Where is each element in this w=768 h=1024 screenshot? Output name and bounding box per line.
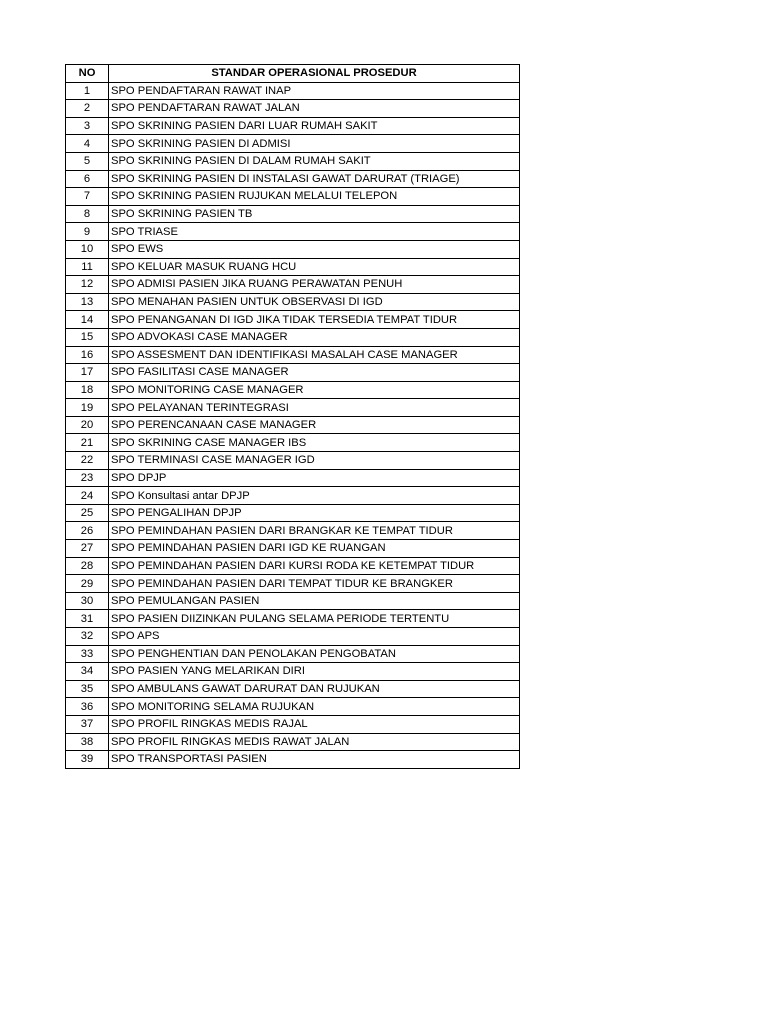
row-number: 25: [66, 504, 109, 522]
table-row: [66, 223, 520, 241]
procedure-name: SPO PASIEN YANG MELARIKAN DIRI: [109, 663, 520, 681]
procedure-name: SPO TRIASE: [109, 223, 520, 241]
table-row: [66, 557, 520, 575]
table-row: [66, 328, 520, 346]
row-number: 36: [66, 698, 109, 716]
row-number: 19: [66, 399, 109, 417]
row-number: 32: [66, 628, 109, 646]
procedure-name: SPO PEMINDAHAN PASIEN DARI TEMPAT TIDUR KE BRANGKER: [109, 575, 520, 593]
procedure-name: SPO PELAYANAN TERINTEGRASI: [109, 399, 520, 417]
row-number: 13: [66, 293, 109, 311]
table-row: [66, 381, 520, 399]
row-number: 33: [66, 645, 109, 663]
procedure-name: SPO SKRINING CASE MANAGER IBS: [109, 434, 520, 452]
table-row: [66, 82, 520, 100]
table-row: [66, 416, 520, 434]
row-number: 12: [66, 276, 109, 294]
row-number: 15: [66, 328, 109, 346]
row-number: 17: [66, 364, 109, 382]
row-number: 29: [66, 575, 109, 593]
procedure-name: SPO PASIEN DIIZINKAN PULANG SELAMA PERIODE TERTENTU: [109, 610, 520, 628]
procedure-name: SPO PEMINDAHAN PASIEN DARI KURSI RODA KE KETEMPAT TIDUR: [109, 557, 520, 575]
row-number: 21: [66, 434, 109, 452]
header-no: NO: [66, 65, 109, 83]
procedure-name: SPO APS: [109, 628, 520, 646]
procedure-name: SPO ADMISI PASIEN JIKA RUANG PERAWATAN PENUH: [109, 276, 520, 294]
table-row: [66, 276, 520, 294]
procedure-name: SPO PENGALIHAN DPJP: [109, 504, 520, 522]
table-row: [66, 434, 520, 452]
table-row: [66, 364, 520, 382]
table-row: [66, 645, 520, 663]
row-number: 23: [66, 469, 109, 487]
procedure-name: SPO PERENCANAAN CASE MANAGER: [109, 416, 520, 434]
table-row: [66, 188, 520, 206]
table-row: [66, 452, 520, 470]
procedure-name: SPO EWS: [109, 240, 520, 258]
procedure-name: SPO AMBULANS GAWAT DARURAT DAN RUJUKAN: [109, 680, 520, 698]
table-row: [66, 399, 520, 417]
table-row: [66, 522, 520, 540]
spo-sheet: [65, 64, 520, 769]
procedure-name: SPO SKRINING PASIEN DI DALAM RUMAH SAKIT: [109, 152, 520, 170]
row-number: 18: [66, 381, 109, 399]
table-row: [66, 592, 520, 610]
procedure-name: SPO PROFIL RINGKAS MEDIS RAWAT JALAN: [109, 733, 520, 751]
procedure-name: SPO SKRINING PASIEN RUJUKAN MELALUI TELEPON: [109, 188, 520, 206]
row-number: 26: [66, 522, 109, 540]
table-row: [66, 152, 520, 170]
row-number: 7: [66, 188, 109, 206]
procedure-name: SPO SKRINING PASIEN DARI LUAR RUMAH SAKIT: [109, 117, 520, 135]
procedure-name: SPO MENAHAN PASIEN UNTUK OBSERVASI DI IGD: [109, 293, 520, 311]
procedure-name: SPO FASILITASI CASE MANAGER: [109, 364, 520, 382]
spo-table: [65, 64, 520, 769]
table-row: [66, 715, 520, 733]
procedure-name: SPO KELUAR MASUK RUANG HCU: [109, 258, 520, 276]
row-number: 10: [66, 240, 109, 258]
procedure-name: SPO DPJP: [109, 469, 520, 487]
row-number: 28: [66, 557, 109, 575]
row-number: 22: [66, 452, 109, 470]
procedure-name: SPO PENDAFTARAN RAWAT JALAN: [109, 100, 520, 118]
row-number: 5: [66, 152, 109, 170]
row-number: 37: [66, 715, 109, 733]
table-row: [66, 469, 520, 487]
row-number: 34: [66, 663, 109, 681]
procedure-name: SPO SKRINING PASIEN TB: [109, 205, 520, 223]
table-row: [66, 205, 520, 223]
row-number: 4: [66, 135, 109, 153]
row-number: 2: [66, 100, 109, 118]
table-row: [66, 663, 520, 681]
table-row: [66, 504, 520, 522]
table-row: [66, 170, 520, 188]
table-row: [66, 100, 520, 118]
row-number: 35: [66, 680, 109, 698]
procedure-name: SPO SKRINING PASIEN DI INSTALASI GAWAT DARURAT (TRIAGE): [109, 170, 520, 188]
row-number: 16: [66, 346, 109, 364]
procedure-name: SPO PEMINDAHAN PASIEN DARI BRANGKAR KE TEMPAT TIDUR: [109, 522, 520, 540]
row-number: 6: [66, 170, 109, 188]
table-row: [66, 610, 520, 628]
row-number: 14: [66, 311, 109, 329]
table-row: [66, 117, 520, 135]
table-row: [66, 135, 520, 153]
header-procedure: STANDAR OPERASIONAL PROSEDUR: [109, 65, 520, 83]
row-number: 11: [66, 258, 109, 276]
table-row: [66, 733, 520, 751]
row-number: 24: [66, 487, 109, 505]
row-number: 30: [66, 592, 109, 610]
procedure-name: SPO PEMINDAHAN PASIEN DARI IGD KE RUANGAN: [109, 540, 520, 558]
row-number: 1: [66, 82, 109, 100]
table-row: [66, 311, 520, 329]
row-number: 27: [66, 540, 109, 558]
procedure-name: SPO PENGHENTIAN DAN PENOLAKAN PENGOBATAN: [109, 645, 520, 663]
table-body: [66, 82, 520, 768]
procedure-name: SPO MONITORING CASE MANAGER: [109, 381, 520, 399]
procedure-name: SPO PENANGANAN DI IGD JIKA TIDAK TERSEDIA TEMPAT TIDUR: [109, 311, 520, 329]
procedure-name: SPO ASSESMENT DAN IDENTIFIKASI MASALAH CASE MANAGER: [109, 346, 520, 364]
row-number: 31: [66, 610, 109, 628]
row-number: 8: [66, 205, 109, 223]
table-row: [66, 293, 520, 311]
table-header-row: [66, 65, 520, 83]
procedure-name: SPO Konsultasi antar DPJP: [109, 487, 520, 505]
row-number: 20: [66, 416, 109, 434]
table-row: [66, 258, 520, 276]
procedure-name: SPO PROFIL RINGKAS MEDIS RAJAL: [109, 715, 520, 733]
procedure-name: SPO PENDAFTARAN RAWAT INAP: [109, 82, 520, 100]
table-row: [66, 751, 520, 769]
table-row: [66, 540, 520, 558]
table-row: [66, 698, 520, 716]
procedure-name: SPO ADVOKASI CASE MANAGER: [109, 328, 520, 346]
row-number: 9: [66, 223, 109, 241]
table-row: [66, 346, 520, 364]
procedure-name: SPO SKRINING PASIEN DI ADMISI: [109, 135, 520, 153]
row-number: 39: [66, 751, 109, 769]
table-row: [66, 487, 520, 505]
table-row: [66, 628, 520, 646]
table-row: [66, 575, 520, 593]
procedure-name: SPO PEMULANGAN PASIEN: [109, 592, 520, 610]
row-number: 38: [66, 733, 109, 751]
table-row: [66, 240, 520, 258]
procedure-name: SPO TRANSPORTASI PASIEN: [109, 751, 520, 769]
row-number: 3: [66, 117, 109, 135]
table-row: [66, 680, 520, 698]
procedure-name: SPO TERMINASI CASE MANAGER IGD: [109, 452, 520, 470]
procedure-name: SPO MONITORING SELAMA RUJUKAN: [109, 698, 520, 716]
